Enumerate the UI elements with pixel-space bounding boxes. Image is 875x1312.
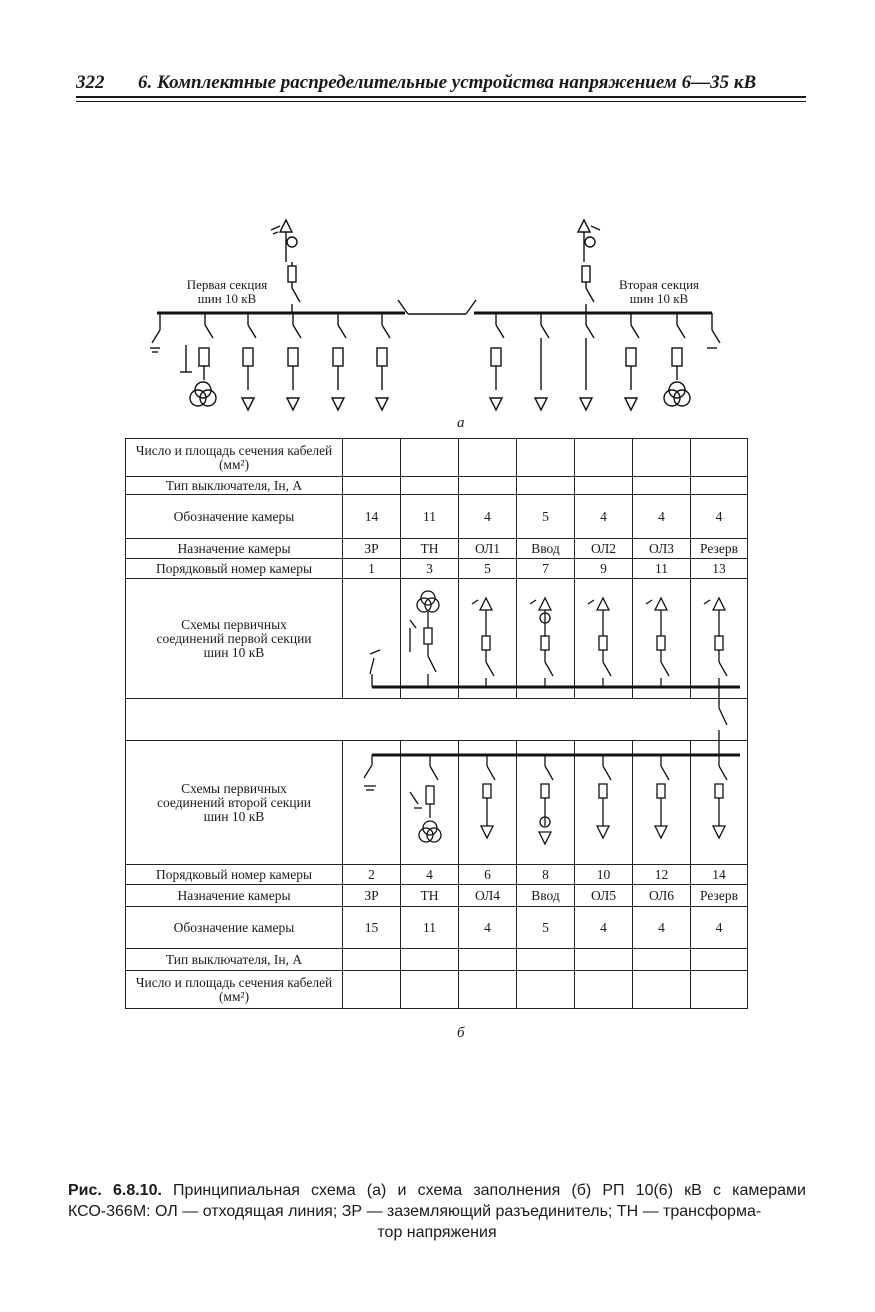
cell: 1 — [343, 559, 401, 579]
chapter-title: 6. Комплектные распределительные устройства напряжением 6—35 кВ — [138, 72, 757, 93]
cell: Резерв — [691, 885, 748, 907]
cell: 9 — [575, 559, 633, 579]
cell: 11 — [401, 907, 459, 949]
cell: 12 — [633, 865, 691, 885]
cell: ЗР — [343, 885, 401, 907]
row-label: Порядковый номер камеры — [126, 559, 343, 579]
cell: 4 — [633, 495, 691, 539]
scheme-label-second: Схемы первичных соединений второй секции шин 10 кВ — [126, 741, 343, 865]
cell: ОЛ1 — [459, 539, 517, 559]
cell: 14 — [691, 865, 748, 885]
scheme-label-first: Схемы первичных соединений первой секции шин 10 кВ — [126, 579, 343, 699]
cell: 4 — [691, 907, 748, 949]
row-label: Тип выключателя, Iн, А — [126, 477, 343, 495]
cell: 11 — [633, 559, 691, 579]
scheme-cells-first — [472, 598, 727, 687]
cell: 4 — [575, 907, 633, 949]
row-label: Число и площадь сечения кабелей (мм²) — [126, 439, 343, 477]
cell: 8 — [517, 865, 575, 885]
cell: 4 — [691, 495, 748, 539]
cell: 7 — [517, 559, 575, 579]
first-section-label: Первая секция шин 10 кВ — [186, 277, 268, 306]
cell: 14 — [343, 495, 401, 539]
cell: 5 — [517, 907, 575, 949]
row-label: Назначение камеры — [126, 539, 343, 559]
page-number: 322 — [76, 72, 105, 93]
cell: 3 — [401, 559, 459, 579]
cell: ОЛ2 — [575, 539, 633, 559]
row-label: Обозначение камеры — [126, 495, 343, 539]
cell: 6 — [459, 865, 517, 885]
cell: ОЛ5 — [575, 885, 633, 907]
sublabel-b: б — [457, 1025, 465, 1041]
cell: ОЛ3 — [633, 539, 691, 559]
cell: ТН — [401, 885, 459, 907]
row-label: Тип выключателя, Iн, А — [126, 949, 343, 971]
cell: 5 — [517, 495, 575, 539]
scheme-cells-second — [481, 755, 727, 844]
caption-text: Принципиальная схема (а) и схема заполнения (б) РП 10(6) кВ с камерами КСО-366М: ОЛ — отходящая линия; ЗР — заземляющий разъединитель; ТН — трансформа- — [68, 1182, 806, 1220]
cell: 4 — [401, 865, 459, 885]
sublabel-a: а — [457, 415, 465, 431]
cell: ТН — [401, 539, 459, 559]
cell: 15 — [343, 907, 401, 949]
caption-last-line: тор напряжения — [377, 1224, 497, 1241]
cell: Ввод — [517, 539, 575, 559]
cell: 13 — [691, 559, 748, 579]
row-label: Назначение камеры — [126, 885, 343, 907]
cell: 4 — [633, 907, 691, 949]
cell: Резерв — [691, 539, 748, 559]
cell: ОЛ6 — [633, 885, 691, 907]
cell: 10 — [575, 865, 633, 885]
cell: 4 — [459, 907, 517, 949]
row-label: Порядковый номер камеры — [126, 865, 343, 885]
cell: 11 — [401, 495, 459, 539]
cell: 5 — [459, 559, 517, 579]
row-label: Число и площадь сечения кабелей (мм²) — [126, 971, 343, 1009]
cell: 4 — [575, 495, 633, 539]
figure-caption — [68, 1180, 806, 1243]
cell: 4 — [459, 495, 517, 539]
cell: ОЛ4 — [459, 885, 517, 907]
figure-number: Рис. 6.8.10. — [68, 1182, 162, 1199]
row-label: Обозначение камеры — [126, 907, 343, 949]
cell: 2 — [343, 865, 401, 885]
cell: Ввод — [517, 885, 575, 907]
second-section-label: Вторая секция шин 10 кВ — [618, 277, 700, 306]
cell: ЗР — [343, 539, 401, 559]
